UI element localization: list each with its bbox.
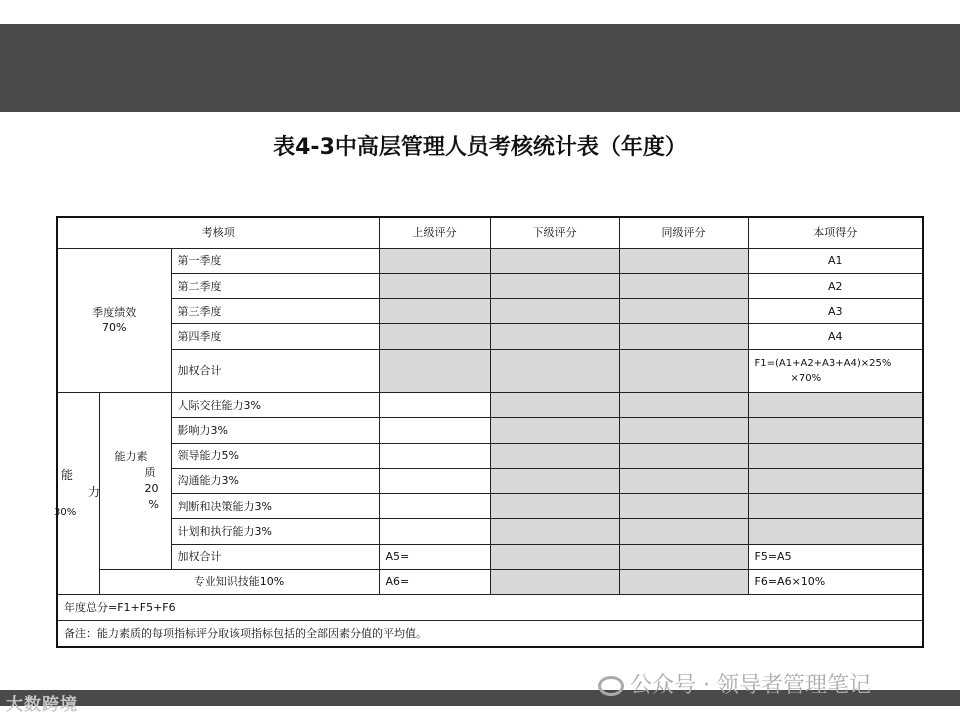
score-cell (379, 519, 490, 544)
watermark (598, 668, 871, 699)
score-cell (379, 494, 490, 519)
score-cell-shaded (490, 443, 619, 468)
header-row (57, 217, 923, 248)
corner-watermark: 大数跨境 (6, 695, 78, 715)
score-cell-shaded (490, 544, 619, 569)
ability-name: 影响力3% (171, 418, 379, 443)
score-cell-shaded (619, 544, 748, 569)
ability-weight: 30% (54, 507, 77, 519)
score-cell-shaded (748, 443, 923, 468)
table-row (57, 544, 923, 569)
formula-line-1: F1=(A1+A2+A3+A4)×25% (754, 357, 892, 369)
performance-weight: 70% (102, 321, 127, 335)
watermark-text: 公众号 · 领导者管理笔记 (630, 673, 871, 698)
score-cell-shaded (490, 299, 619, 324)
performance-label-cell (57, 248, 171, 392)
ability-total-label: 加权合计 (171, 544, 379, 569)
score-cell-shaded (619, 274, 748, 299)
quality-line-1: 能力素 (114, 450, 148, 464)
annual-total: 年度总分=F1+F5+F6 (57, 594, 923, 620)
wechat-icon (598, 676, 624, 696)
knowledge-score: F6=A6×10% (748, 569, 923, 594)
header-superior: 上级评分 (379, 217, 490, 248)
quarter-score: A2 (748, 274, 923, 299)
score-cell (379, 468, 490, 493)
ability-total-superior: A5= (379, 544, 490, 569)
score-cell-shaded (748, 393, 923, 418)
table-row (57, 324, 923, 349)
ability-name: 沟通能力3% (171, 468, 379, 493)
table-row (57, 519, 923, 544)
ability-total-score: F5=A5 (748, 544, 923, 569)
score-cell (379, 393, 490, 418)
table-row (57, 494, 923, 519)
quarter-name: 第一季度 (171, 248, 379, 273)
table-row (57, 418, 923, 443)
quarter-name: 第三季度 (171, 299, 379, 324)
score-cell-shaded (748, 418, 923, 443)
score-cell (379, 443, 490, 468)
table-row (57, 621, 923, 647)
knowledge-label: 专业知识技能10% (99, 569, 379, 594)
quality-line-4: % (148, 498, 159, 512)
table-row (57, 349, 923, 392)
quarter-name: 第四季度 (171, 324, 379, 349)
quarter-score: A1 (748, 248, 923, 273)
header-subordinate: 下级评分 (490, 217, 619, 248)
score-cell-shaded (490, 274, 619, 299)
score-cell-shaded (379, 274, 490, 299)
score-cell-shaded (379, 248, 490, 273)
quality-label-cell (99, 393, 171, 570)
performance-label: 季度绩效 (92, 306, 137, 320)
ability-name: 计划和执行能力3% (171, 519, 379, 544)
performance-total-label: 加权合计 (171, 349, 379, 392)
score-cell-shaded (490, 519, 619, 544)
score-cell-shaded (619, 468, 748, 493)
score-cell-shaded (619, 324, 748, 349)
score-cell-shaded (619, 494, 748, 519)
score-cell (379, 418, 490, 443)
note: 备注：能力素质的每项指标评分取该项指标包括的全部因素分值的平均值。 (57, 621, 923, 647)
score-cell-shaded (379, 324, 490, 349)
score-cell-shaded (490, 248, 619, 273)
score-cell-shaded (490, 494, 619, 519)
table-row (57, 468, 923, 493)
ability-label-char2: 力 (88, 485, 101, 500)
knowledge-superior: A6= (379, 569, 490, 594)
table-row (57, 274, 923, 299)
score-cell-shaded (619, 569, 748, 594)
ability-label-char1: 能 (61, 468, 74, 483)
ability-name: 人际交往能力3% (171, 393, 379, 418)
table-row (57, 248, 923, 273)
score-cell-shaded (748, 494, 923, 519)
score-cell-shaded (619, 519, 748, 544)
score-cell-shaded (490, 418, 619, 443)
ability-name: 领导能力5% (171, 443, 379, 468)
performance-total-formula (748, 349, 923, 392)
formula-line-2: ×70% (790, 372, 822, 384)
score-cell-shaded (619, 393, 748, 418)
quarter-score: A3 (748, 299, 923, 324)
score-cell-shaded (619, 443, 748, 468)
top-banner (0, 24, 960, 112)
page-title: 表4-3中高层管理人员考核统计表（年度） (273, 135, 687, 160)
quarter-name: 第二季度 (171, 274, 379, 299)
quarter-score: A4 (748, 324, 923, 349)
ability-name: 判断和决策能力3% (171, 494, 379, 519)
score-cell-shaded (748, 519, 923, 544)
score-cell-shaded (490, 468, 619, 493)
score-cell-shaded (619, 299, 748, 324)
score-cell-shaded (490, 349, 619, 392)
table-row (57, 594, 923, 620)
score-cell-shaded (379, 349, 490, 392)
score-cell-shaded (379, 299, 490, 324)
score-cell-shaded (619, 248, 748, 273)
header-peer: 同级评分 (619, 217, 748, 248)
score-cell-shaded (619, 418, 748, 443)
assessment-table (56, 216, 924, 648)
quality-line-3: 20 (144, 482, 159, 496)
header-item: 考核项 (57, 217, 379, 248)
table-row (57, 393, 923, 418)
table-row (57, 299, 923, 324)
table-row (57, 569, 923, 594)
score-cell-shaded (490, 324, 619, 349)
score-cell-shaded (619, 349, 748, 392)
score-cell-shaded (490, 393, 619, 418)
quality-line-2: 质 (144, 466, 156, 480)
header-score: 本项得分 (748, 217, 923, 248)
score-cell-shaded (490, 569, 619, 594)
ability-label-cell (54, 393, 101, 595)
table-row (57, 443, 923, 468)
score-cell-shaded (748, 468, 923, 493)
